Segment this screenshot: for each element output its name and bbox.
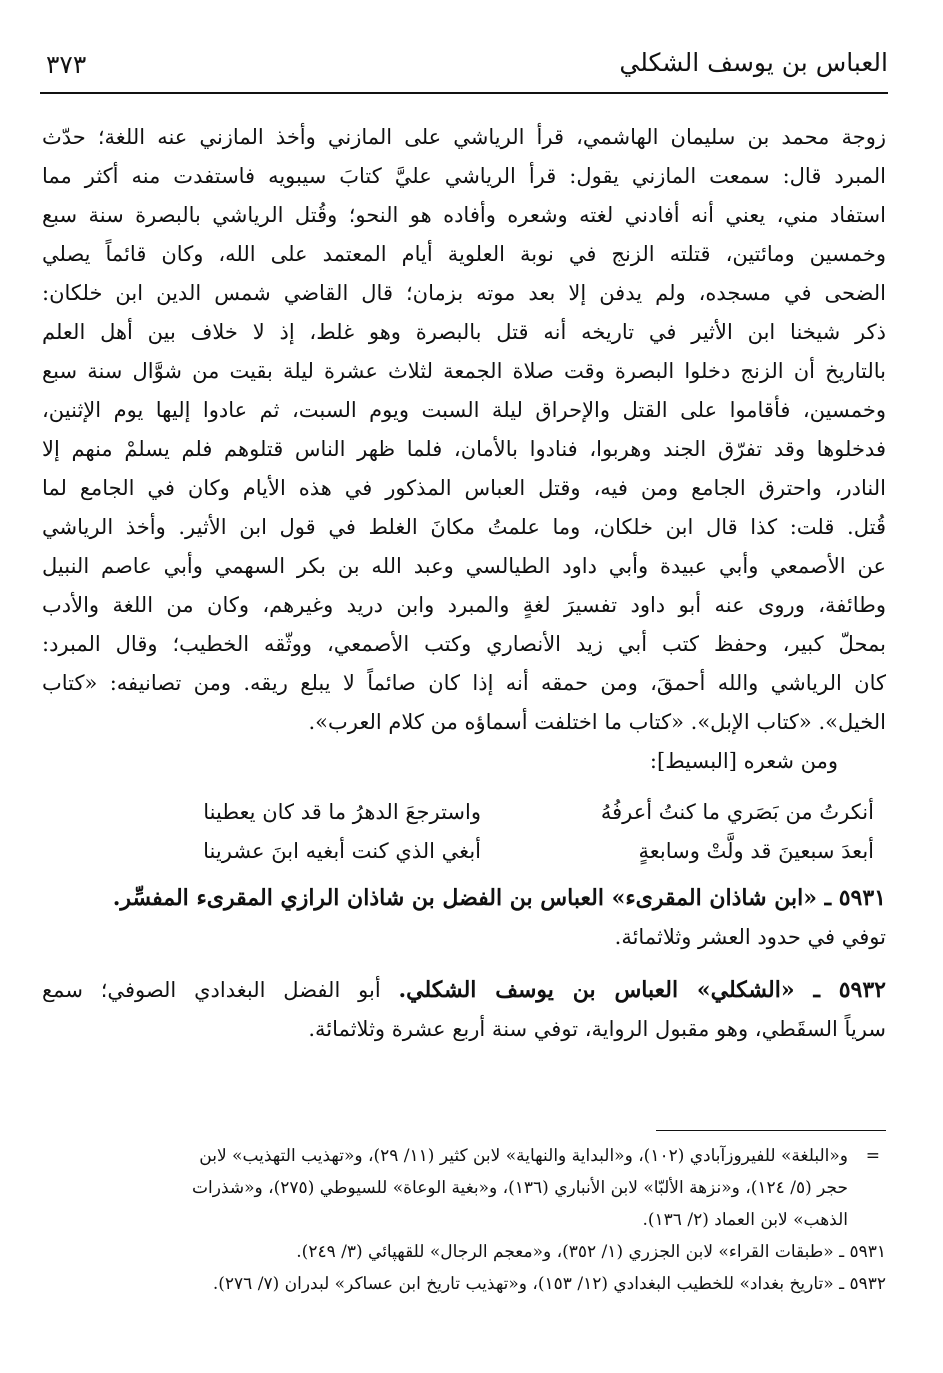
text-line: بمحلّ كبير، وحفظ كتب أبي زيد الأنصاري وكتب الأصمعي، ووثّقه الخطيب؛ وقال المبرد: bbox=[42, 632, 886, 656]
main-text bbox=[42, 118, 886, 1049]
verse-intro: ومن شعره [البسيط]: bbox=[649, 749, 838, 773]
text-line: زوجة محمد بن سليمان الهاشمي، قرأ الرياشي على المازني وأخذ المازني عنه اللغة؛ حدّث bbox=[42, 125, 886, 149]
text-line: استفاد مني، يعني أنه أفادني لغته وشعره وأفاده هو النحو؛ وقُتل الرياشي بالبصرة سنة سبع bbox=[42, 203, 886, 227]
page-header bbox=[40, 48, 888, 94]
text-line: الضحى في مسجده، ولم يدفن إلا بعد موته بزمان؛ قال القاضي شمس الدين ابن خلكان: bbox=[42, 281, 886, 305]
verse-line bbox=[42, 832, 886, 871]
entry-heading-rest: أبو الفضل البغدادي الصوفي؛ سمع bbox=[42, 978, 399, 1002]
verse-first-hemistich: أبعدَ سبعينَ قد ولَّتْ وسابعةٍ bbox=[638, 839, 874, 863]
footnote-line: و«البلغة» للفيروزآبادي (١٠٢)، و«البداية والنهاية» لابن كثير (١١/ ٢٩)، و«تهذيب التهذيب» لابن bbox=[199, 1146, 848, 1166]
text-line: توفي في حدود العشر وثلاثمائة. bbox=[614, 925, 886, 949]
running-title: العباس بن يوسف الشكلي bbox=[619, 48, 888, 77]
biography-entry bbox=[42, 971, 886, 1049]
footnote-continuation bbox=[42, 1140, 886, 1236]
verse-second-hemistich: أبغي الذي كنت أبغيه ابنَ عشرينا bbox=[203, 839, 481, 863]
page-number: ٣٧٣ bbox=[46, 50, 87, 79]
text-line: وطائفة، وروى عنه أبو داود تفسيرَ لغةٍ والمبرد وابن دريد وغيرهم، وكان من اللغة والأدب bbox=[42, 593, 886, 617]
verse-line bbox=[42, 793, 886, 832]
footnote-divider bbox=[656, 1130, 886, 1131]
entry-heading-line bbox=[42, 879, 886, 918]
footnote-line: ٥٩٣١ ـ «طبقات القراء» لابن الجزري (١/ ٣٥٢)، و«معجم الرجال» للقهپائي (٣/ ٢٤٩). bbox=[296, 1242, 886, 1262]
entry-heading: ٥٩٣٢ ـ «الشكلي» العباس بن يوسف الشكلي. bbox=[398, 977, 886, 1003]
entry-heading-line bbox=[42, 971, 886, 1010]
text-line: النادر، واحترق الجامع ومن فيه، وقتل العباس المذكور في هذه الأيام وكان في الجامع لما bbox=[42, 476, 886, 500]
text-line: الخيل». «كتاب الإبل». «كتاب ما اختلفت أسماؤه من كلام العرب». bbox=[308, 710, 886, 734]
text-line: فدخلوها وقد تفرّق الجند وهربوا، فنادوا بالأمان، فلما ظهر الناس قتلوهم فلم يسلمْ منهم إلا bbox=[42, 437, 886, 461]
text-line: وخمسين ومائتين، قتلته الزنج في نوبة العلوية أيام المعتمد على الله، وكان قائماً يصلي bbox=[42, 242, 886, 266]
entry-heading: ٥٩٣١ ـ «ابن شاذان المقرىء» العباس بن الفضل بن شاذان الرازي المقرىء المفسِّر. bbox=[112, 885, 886, 911]
footnotes bbox=[42, 1140, 886, 1300]
text-line: قُتل. قلت: كذا قال ابن خلكان، وما علمتُ مكانَ الغلط في قول ابن الأثير. وأخذ الرياشي bbox=[42, 515, 886, 539]
footnote-line: ٥٩٣٢ ـ «تاريخ بغداد» للخطيب البغدادي (١٢/ ١٥٣)، و«تهذيب تاريخ ابن عساكر» لبدران (٧/ ٢٧٦). bbox=[212, 1274, 886, 1294]
verse-second-hemistich: واسترجعَ الدهرُ ما قد كان يعطينا bbox=[203, 800, 481, 824]
text-line: بالتاريخ أن الزنج دخلوا البصرة وقت صلاة الجمعة لثلاث عشرة ليلة بقيت من شوَّال سنة سبع bbox=[42, 359, 886, 383]
text-line: وخمسين، فأقاموا على القتل والإحراق ليلة السبت ويوم السبت، ثم عادوا إليها يوم الإثنين، bbox=[42, 398, 886, 422]
poem bbox=[42, 793, 886, 871]
footnote-line: الذهب» لابن العماد (٢/ ١٣٦). bbox=[642, 1210, 848, 1230]
footnote-line: حجر (٥/ ١٢٤)، و«نزهة الألبّا» لابن الأنباري (١٣٦)، و«بغية الوعاة» للسيوطي (٢٧٥)، و«شذرات bbox=[192, 1178, 848, 1198]
text-line: كان الرياشي والله أحمقَ، ومن حمقه أنه إذا كان صائماً لا يبلع ريقه. ومن تصانيفه: «كتاب bbox=[42, 671, 886, 695]
continuation-mark: = bbox=[865, 1146, 880, 1166]
verse-first-hemistich: أنكرتُ من بَصَري ما كنتُ أعرفُهُ bbox=[600, 800, 874, 824]
text-line: سرياً السقَطي، وهو مقبول الرواية، توفي سنة أربع عشرة وثلاثمائة. bbox=[308, 1017, 886, 1041]
text-line: المبرد قال: سمعت المازني يقول: قرأ الرياشي عليَّ كتابَ سيبويه فاستفدت منه أكثر مما bbox=[42, 164, 886, 188]
footnote bbox=[42, 1268, 886, 1300]
footnote bbox=[42, 1236, 886, 1268]
text-line: ذكر شيخنا ابن الأثير في تاريخه أنه قتل بالبصرة وهو غلط، إذ لا خلاف بين أهل العلم bbox=[42, 320, 886, 344]
text-line: عن الأصمعي وأبي عبيدة وأبي داود الطيالسي وعبد الله بن بكر السهمي وأبي عاصم النبيل bbox=[42, 554, 886, 578]
biography-entry bbox=[42, 879, 886, 957]
